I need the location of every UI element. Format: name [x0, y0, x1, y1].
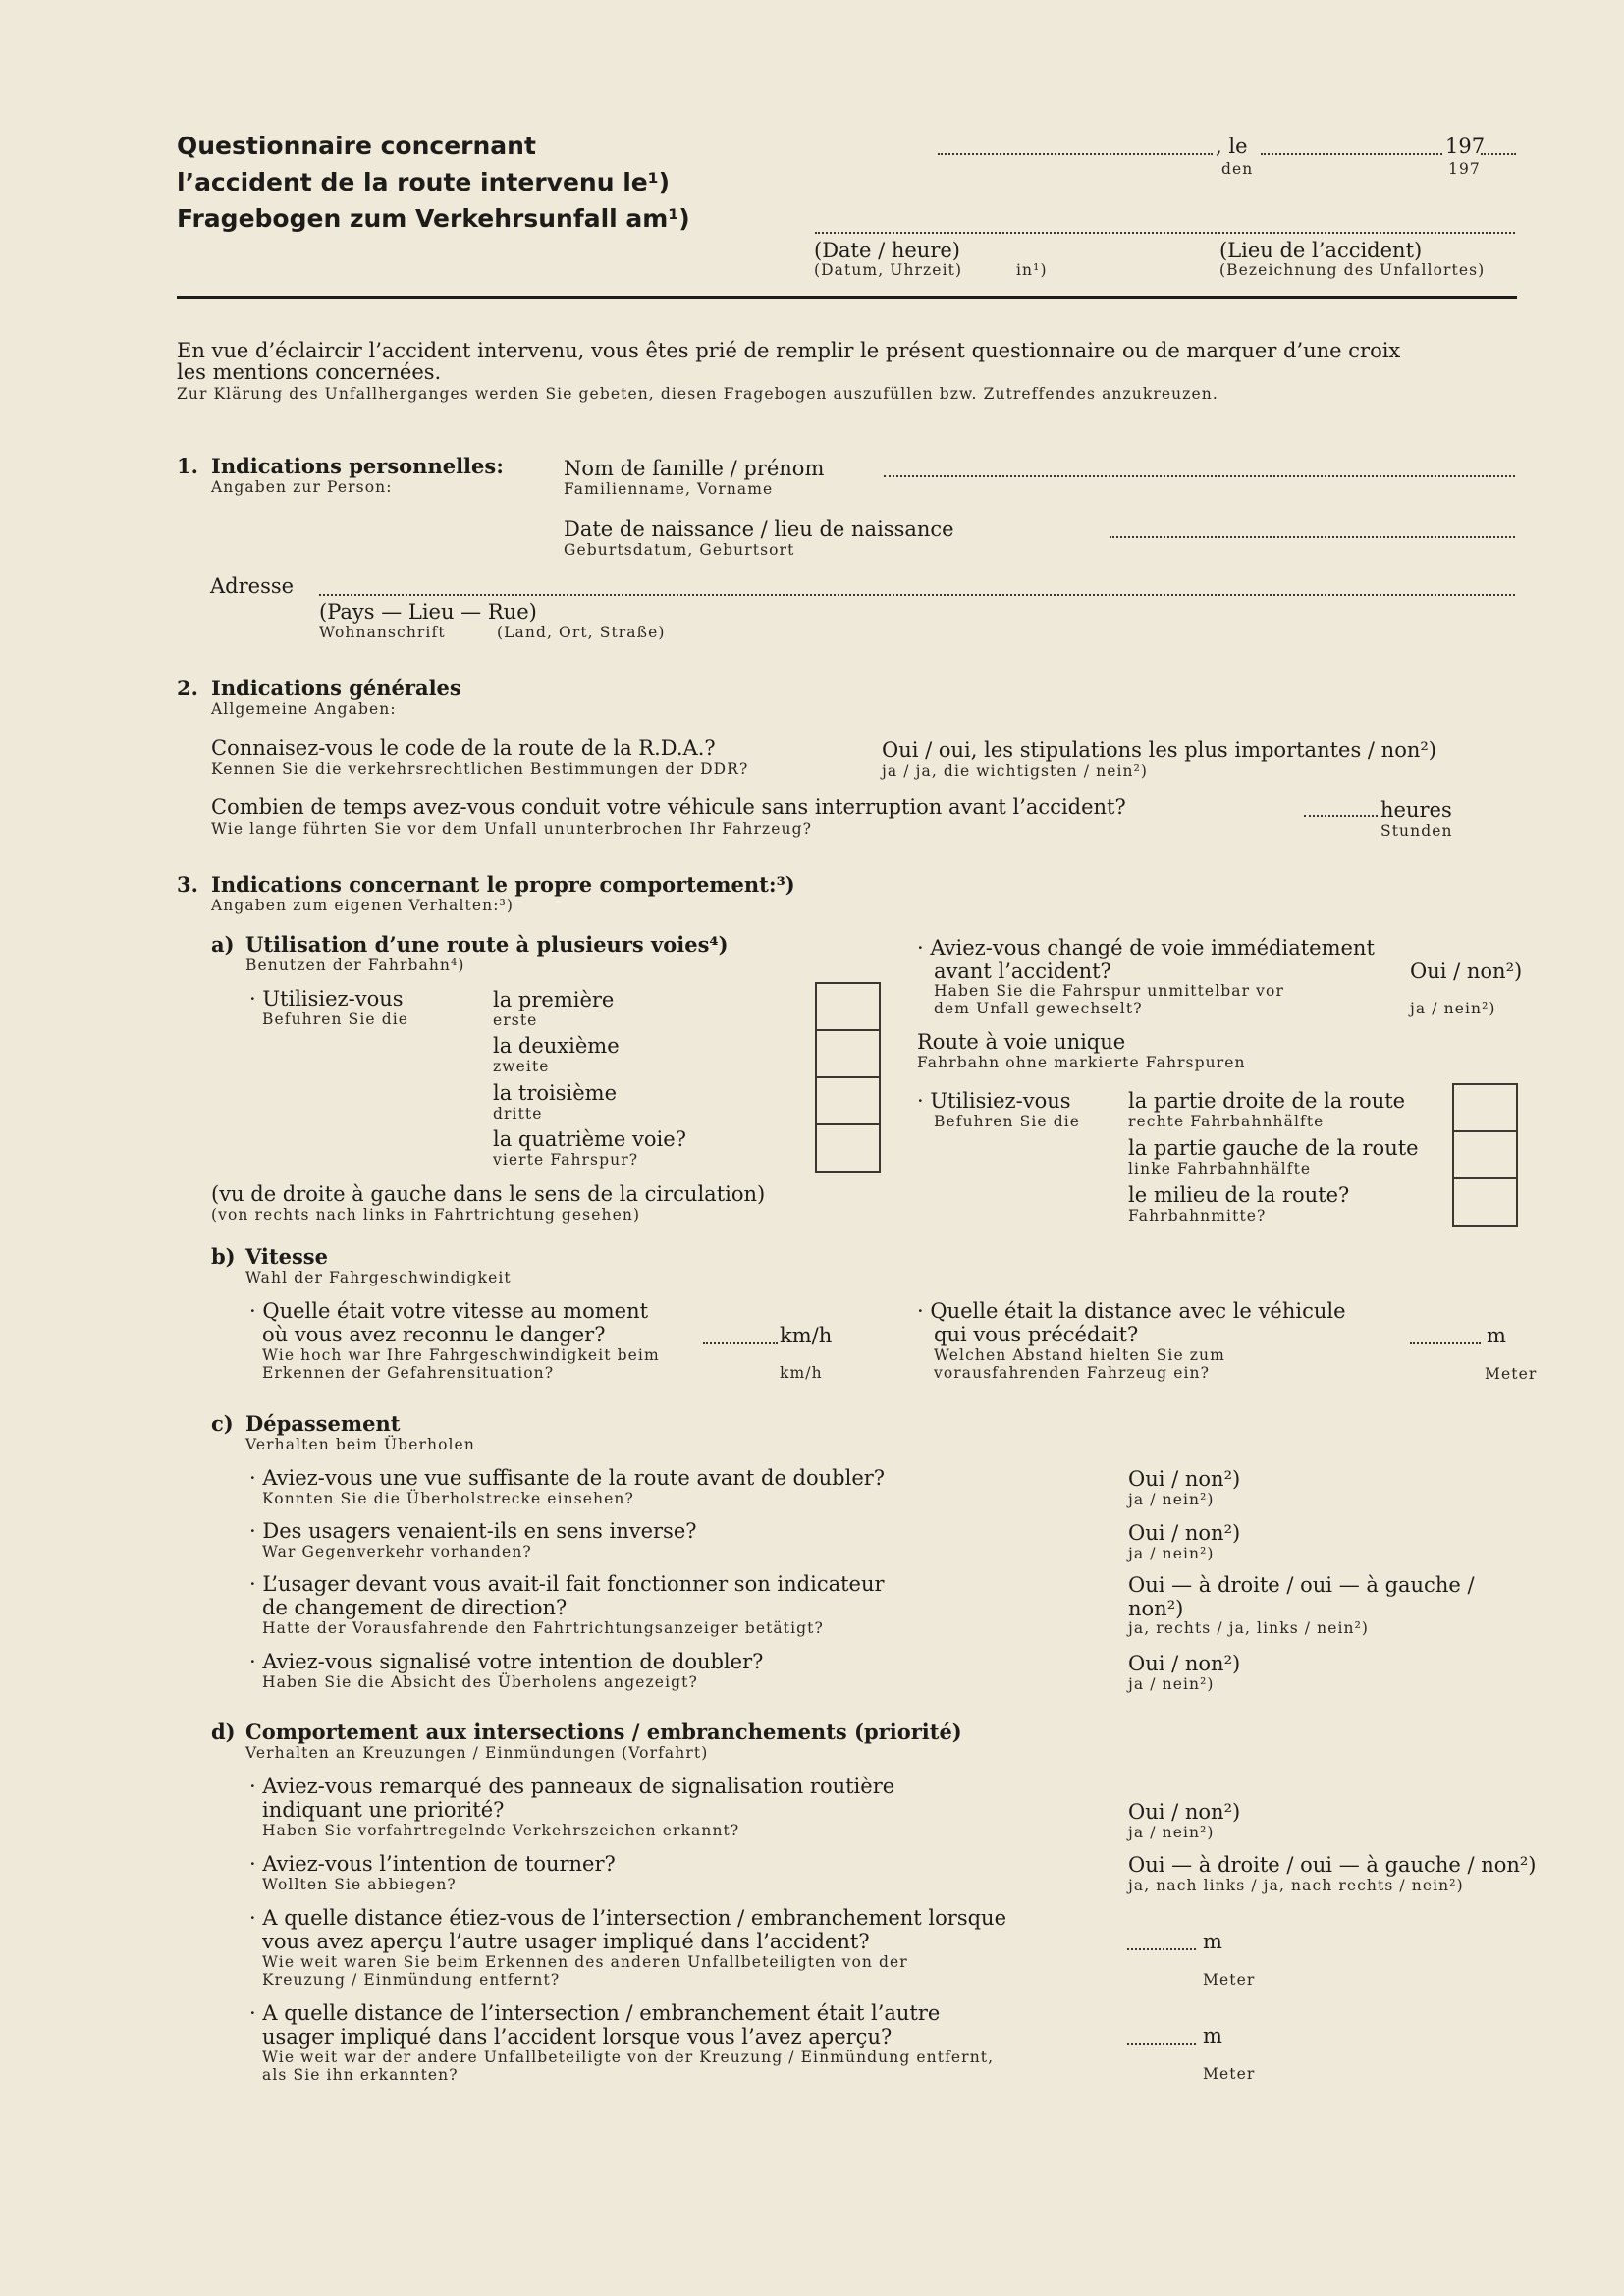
s3c-title: Dépassement — [245, 1411, 401, 1436]
s3a-use2-de: Befuhren Sie die — [934, 1113, 1081, 1130]
s3d-label: d) — [211, 1720, 236, 1744]
overtake-a2-de: ja / nein²) — [1128, 1545, 1215, 1562]
lane-change-answer[interactable]: Oui / non²) — [1410, 959, 1523, 983]
road-part-checkboxes — [1452, 1083, 1518, 1227]
in-label: in¹) — [1016, 261, 1048, 279]
distance-unit: m — [1487, 1324, 1506, 1347]
s3-title: Indications concernant le propre comportement:³) — [211, 872, 795, 897]
lane-2-de: zweite — [493, 1058, 550, 1075]
s3b-title: Vitesse — [245, 1244, 328, 1269]
lane-change-answer-de: ja / nein²) — [1410, 1000, 1496, 1017]
time-place-field[interactable] — [815, 232, 1515, 234]
intersection-q1-de2: Kreuzung / Einmündung entfernt? — [262, 1971, 561, 1989]
overtake-a1[interactable]: Oui / non²) — [1128, 1467, 1241, 1491]
lane-change-q2: avant l’accident? — [934, 959, 1111, 983]
header-rule — [177, 296, 1517, 299]
s3a-use2: · Utilisiez-vous — [917, 1089, 1071, 1113]
intersection-unit-2: m — [1203, 2024, 1222, 2048]
s3b-title-de: Wahl der Fahrgeschwindigkeit — [245, 1269, 512, 1286]
lane-4-de: vierte Fahrspur? — [493, 1151, 639, 1169]
lane-change-q1: · Aviez-vous changé de voie immédiatement — [917, 936, 1375, 959]
s2-a1-de: ja / ja, die wichtigsten / nein²) — [882, 762, 1149, 780]
speed-de1: Wie hoch war Ihre Fahrgeschwindigkeit beim — [262, 1346, 660, 1364]
distance-de2: vorausfahrenden Fahrzeug ein? — [934, 1364, 1211, 1382]
s3a-use: · Utilisiez-vous — [249, 987, 404, 1011]
s2-q2-de: Wie lange führten Sie vor dem Unfall ununterbrochen Ihr Fahrzeug? — [211, 820, 813, 838]
road-part-2-checkbox[interactable] — [1454, 1132, 1516, 1179]
date-field[interactable] — [938, 153, 1213, 155]
place-label: (Lieu de l’accident) — [1219, 239, 1423, 262]
turn-a[interactable]: Oui — à droite / oui — à gauche / non²) — [1128, 1853, 1537, 1877]
form-title-fr-1: Questionnaire concernant — [177, 132, 536, 160]
priority-q1: · Aviez-vous remarqué des panneaux de signalisation routière — [249, 1775, 895, 1798]
address-hint-de-1: Wohnanschrift — [319, 624, 446, 641]
lane-change-de2: dem Unfall gewechselt? — [934, 1000, 1143, 1017]
priority-q1b: indiquant une priorité? — [262, 1798, 505, 1822]
intersection-q1-de1: Wie weit waren Sie beim Erkennen des anderen Unfallbeteiligten von der — [262, 1953, 908, 1971]
s3c-label: c) — [211, 1411, 234, 1436]
road-part-1: la partie droite de la route — [1128, 1089, 1406, 1113]
single-lane-de: Fahrbahn ohne markierte Fahrspuren — [917, 1054, 1246, 1071]
priority-q1-de: Haben Sie vorfahrtregelnde Verkehrszeichen erkannt? — [262, 1822, 740, 1839]
lane-checkboxes — [815, 982, 881, 1173]
overtake-q1: · Aviez-vous une vue suffisante de la route avant de doubler? — [249, 1466, 886, 1490]
s3a-label: a) — [211, 932, 235, 957]
overtake-q2: · Des usagers venaient-ils en sens inverse? — [249, 1519, 697, 1543]
s1-number: 1. — [177, 454, 198, 478]
overtake-a4-de: ja / nein²) — [1128, 1675, 1215, 1693]
lane-1: la première — [493, 988, 615, 1011]
s2-q1: Connaisez-vous le code de la route de la R.D.A.? — [211, 737, 716, 760]
overtake-a1-de: ja / nein²) — [1128, 1491, 1215, 1508]
s3a-use-de: Befuhren Sie die — [262, 1011, 409, 1028]
year-field[interactable] — [1481, 153, 1516, 155]
s2-title-de: Allgemeine Angaben: — [211, 700, 397, 718]
date-hour-label-de: (Datum, Uhrzeit) — [814, 261, 963, 279]
overtake-a3-de: ja, rechts / ja, links / nein²) — [1128, 1619, 1370, 1637]
intersection-q1b: vous avez aperçu l’autre usager impliqué dans l’accident? — [262, 1930, 870, 1953]
intersection-unit-2-de: Meter — [1203, 2065, 1256, 2083]
s3a-title-de: Benutzen der Fahrbahn⁴) — [245, 957, 465, 974]
intro-fr-1: En vue d’éclaircir l’accident intervenu, vous êtes prié de remplir le présent questionnaire ou de marquer d’une croix — [177, 339, 1401, 362]
s3a-title: Utilisation d’une route à plusieurs voies⁴) — [245, 932, 729, 957]
intersection-q2-de2: als Sie ihn erkannten? — [262, 2066, 459, 2084]
road-part-1-checkbox[interactable] — [1454, 1085, 1516, 1132]
lane-3-de: dritte — [493, 1105, 543, 1122]
s2-number: 2. — [177, 676, 198, 700]
s3d-title: Comportement aux intersections / embranchements (priorité) — [245, 1720, 962, 1744]
s2-q1-de: Kennen Sie die verkehrsrechtlichen Bestimmungen der DDR? — [211, 760, 749, 778]
s1-title: Indications personnelles: — [211, 454, 504, 478]
overtake-q4: · Aviez-vous signalisé votre intention de doubler? — [249, 1650, 764, 1673]
s3-title-de: Angaben zum eigenen Verhalten:³) — [211, 897, 514, 914]
lane-2: la deuxième — [493, 1034, 620, 1058]
distance-q2: qui vous précédait? — [934, 1323, 1139, 1346]
address-label: Adresse — [210, 574, 295, 598]
overtake-q1-de: Konnten Sie die Überholstrecke einsehen? — [262, 1490, 634, 1507]
direction-note: (vu de droite à gauche dans le sens de la circulation) — [211, 1182, 766, 1206]
name-label: Nom de famille / prénom — [564, 457, 825, 480]
lane-1-checkbox[interactable] — [817, 984, 879, 1031]
form-title-de: Fragebogen zum Verkehrsunfall am¹) — [177, 204, 690, 233]
overtake-q3-de: Hatte der Vorausfahrende den Fahrtrichtungsanzeiger betätigt? — [262, 1619, 824, 1637]
lane-4: la quatrième voie? — [493, 1127, 686, 1151]
speed-de2: Erkennen der Gefahrensituation? — [262, 1364, 555, 1382]
overtake-q3b: de changement de direction? — [262, 1596, 568, 1619]
year-de: 197 — [1448, 160, 1481, 178]
intersection-unit-1-de: Meter — [1203, 1971, 1256, 1989]
speed-unit: km/h — [780, 1324, 833, 1347]
speed-field[interactable] — [703, 1342, 778, 1344]
year-fr: 197 — [1445, 135, 1486, 158]
speed-q2: où vous avez reconnu le danger? — [262, 1323, 606, 1346]
intersection-q2: · A quelle distance de l’intersection / embranchement était l’autre — [249, 2001, 941, 2025]
overtake-a2[interactable]: Oui / non²) — [1128, 1521, 1241, 1545]
hours-label-de: Stunden — [1380, 822, 1453, 840]
road-part-2: la partie gauche de la route — [1128, 1136, 1419, 1160]
priority-a1-de: ja / nein²) — [1128, 1824, 1215, 1841]
lane-2-checkbox[interactable] — [817, 1031, 879, 1078]
birth-label-de: Geburtsdatum, Geburtsort — [564, 541, 795, 559]
address-hint: (Pays — Lieu — Rue) — [319, 600, 537, 624]
den-label: den — [1221, 160, 1254, 178]
distance-de1: Welchen Abstand hielten Sie zum — [934, 1346, 1225, 1364]
turn-q-de: Wollten Sie abbiegen? — [262, 1876, 457, 1893]
intersection-q1: · A quelle distance étiez-vous de l’intersection / embranchement lorsque — [249, 1906, 1006, 1930]
road-part-2-de: linke Fahrbahnhälfte — [1128, 1160, 1312, 1177]
s3d-title-de: Verhalten an Kreuzungen / Einmündungen (Vorfahrt) — [245, 1744, 709, 1762]
day-field[interactable] — [1261, 153, 1442, 155]
road-part-3-checkbox[interactable] — [1454, 1179, 1516, 1225]
overtake-a3[interactable]: Oui — à droite / oui — à gauche / — [1128, 1573, 1475, 1597]
overtake-a3b[interactable]: non²) — [1128, 1597, 1184, 1620]
name-field[interactable] — [884, 475, 1515, 477]
distance-unit-de: Meter — [1485, 1365, 1538, 1383]
speed-q1: · Quelle était votre vitesse au moment — [249, 1299, 649, 1323]
direction-note-de: (von rechts nach links in Fahrtrichtung gesehen) — [211, 1206, 641, 1224]
hours-field[interactable] — [1304, 815, 1378, 817]
intersection-unit-1: m — [1203, 1930, 1222, 1953]
s2-title: Indications générales — [211, 676, 461, 700]
distance-q1: · Quelle était la distance avec le véhicule — [917, 1299, 1346, 1323]
s2-q2: Combien de temps avez-vous conduit votre véhicule sans interruption avant l’accident? — [211, 795, 1126, 819]
road-part-1-de: rechte Fahrbahnhälfte — [1128, 1113, 1325, 1130]
single-lane: Route à voie unique — [917, 1030, 1126, 1054]
lane-3: la troisième — [493, 1081, 618, 1105]
lane-change-de1: Haben Sie die Fahrspur unmittelbar vor — [934, 982, 1284, 1000]
overtake-a4[interactable]: Oui / non²) — [1128, 1652, 1241, 1675]
lane-1-de: erste — [493, 1011, 538, 1029]
intersection-distance-1-field[interactable] — [1127, 1948, 1196, 1950]
s3-number: 3. — [177, 872, 198, 897]
priority-a1[interactable]: Oui / non²) — [1128, 1800, 1241, 1824]
hours-label: heures — [1380, 798, 1452, 822]
lane-3-checkbox[interactable] — [817, 1078, 879, 1125]
speed-unit-de: km/h — [780, 1364, 823, 1382]
turn-a-de: ja, nach links / ja, nach rechts / nein²) — [1128, 1877, 1464, 1894]
s3b-label: b) — [211, 1244, 236, 1269]
birth-field[interactable] — [1110, 536, 1515, 538]
distance-field[interactable] — [1410, 1342, 1481, 1344]
intro-fr-2: les mentions concernées. — [177, 360, 442, 384]
intersection-distance-2-field[interactable] — [1127, 2043, 1196, 2045]
intersection-q2-de1: Wie weit war der andere Unfallbeteiligte von der Kreuzung / Einmündung entfernt, — [262, 2049, 995, 2066]
overtake-q3: · L’usager devant vous avait-il fait fonctionner son indicateur — [249, 1572, 885, 1596]
intro-de: Zur Klärung des Unfallherganges werden Sie gebeten, diesen Fragebogen auszufüllen bzw. Zutreffendes anzukreuzen. — [177, 385, 1218, 403]
date-hour-label: (Date / heure) — [814, 239, 960, 262]
place-label-de: (Bezeichnung des Unfallortes) — [1219, 261, 1486, 279]
le-label: , le — [1216, 135, 1248, 158]
turn-q: · Aviez-vous l’intention de tourner? — [249, 1852, 616, 1876]
overtake-q2-de: War Gegenverkehr vorhanden? — [262, 1543, 532, 1560]
address-field[interactable] — [319, 594, 1515, 596]
overtake-q4-de: Haben Sie die Absicht des Überholens angezeigt? — [262, 1673, 698, 1691]
s1-title-de: Angaben zur Person: — [211, 478, 393, 496]
road-part-3: le milieu de la route? — [1128, 1183, 1350, 1207]
s2-a1[interactable]: Oui / oui, les stipulations les plus importantes / non²) — [882, 738, 1436, 762]
lane-4-checkbox[interactable] — [817, 1125, 879, 1171]
s3c-title-de: Verhalten beim Überholen — [245, 1436, 475, 1453]
name-label-de: Familienname, Vorname — [564, 480, 774, 498]
intersection-q2b: usager impliqué dans l’accident lorsque vous l’avez aperçu? — [262, 2025, 893, 2049]
address-hint-de-2: (Land, Ort, Straße) — [497, 624, 666, 641]
form-title-fr-2: l’accident de la route intervenu le¹) — [177, 168, 671, 196]
road-part-3-de: Fahrbahnmitte? — [1128, 1207, 1267, 1225]
birth-label: Date de naissance / lieu de naissance — [564, 518, 954, 541]
